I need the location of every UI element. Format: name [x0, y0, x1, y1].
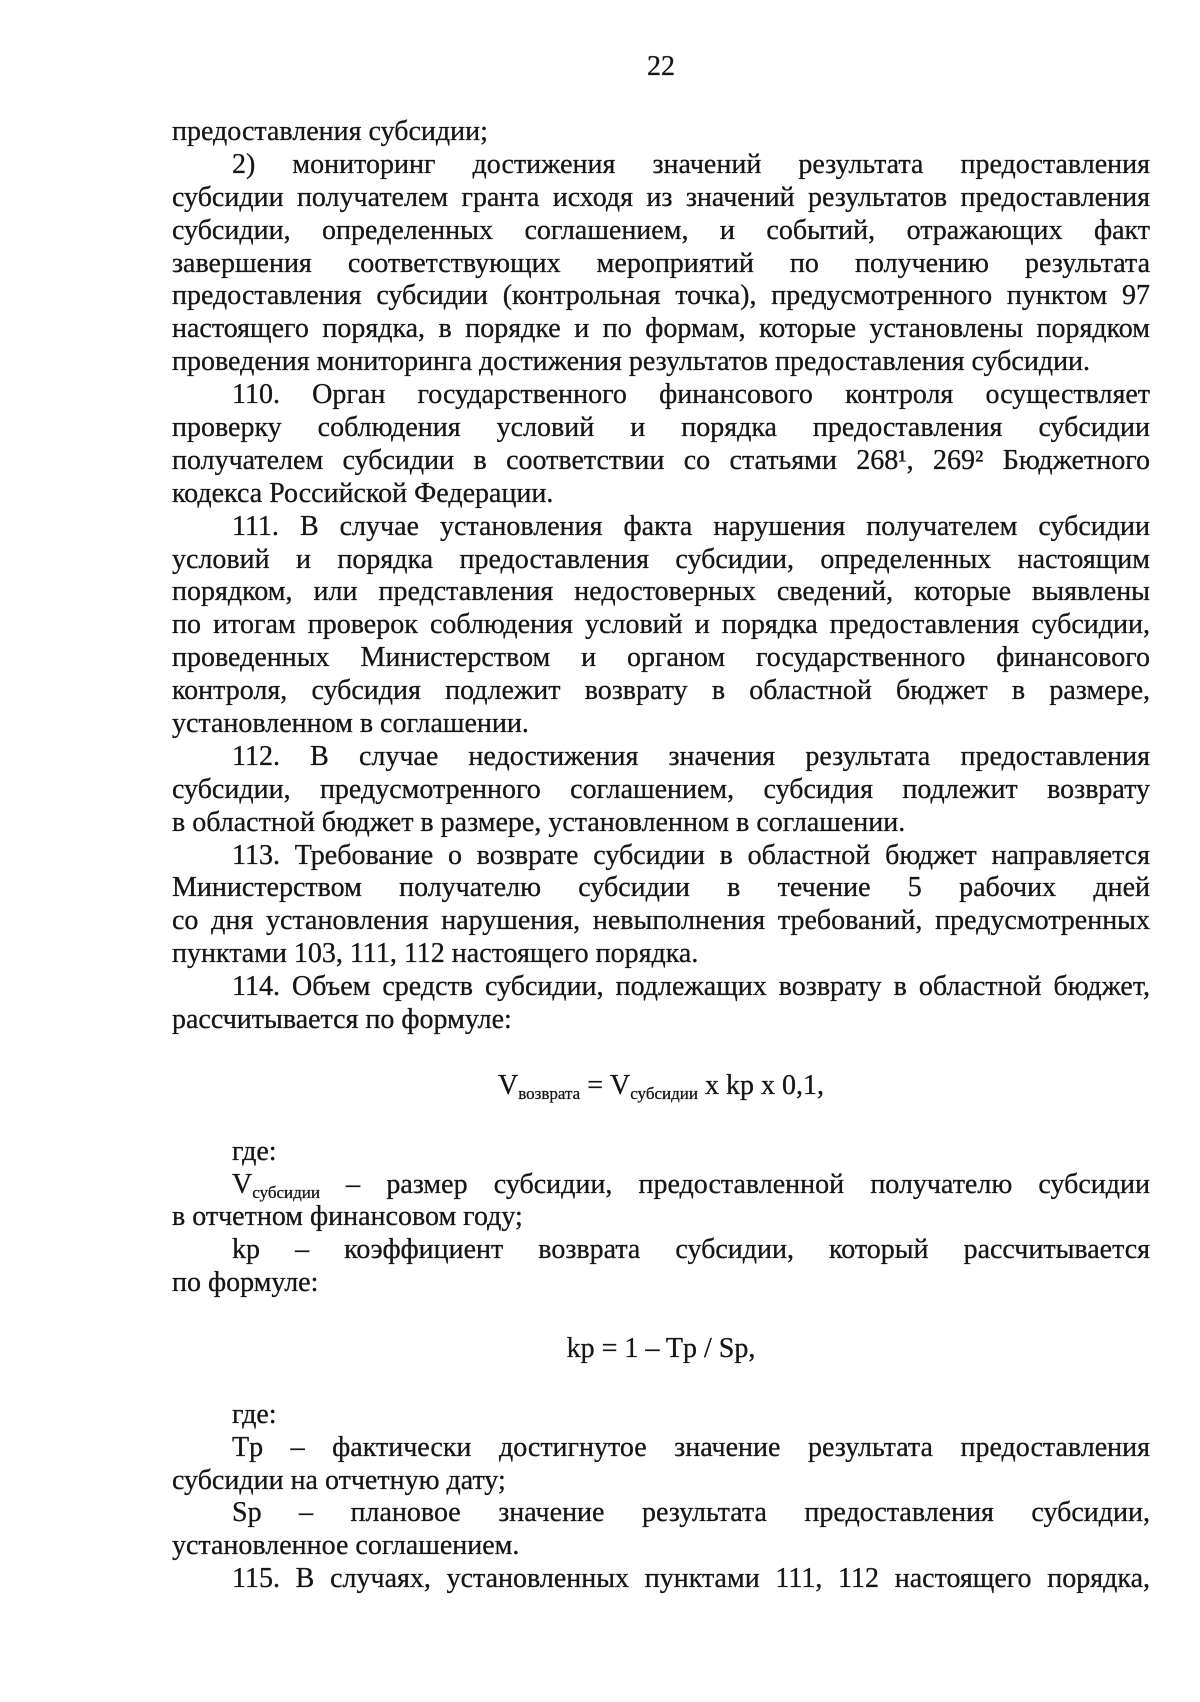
formula-symbol: = V: [580, 1069, 631, 1101]
formula-return-volume: [172, 1070, 1150, 1103]
document-body: [172, 116, 1150, 1596]
definition-symbol: V: [232, 1168, 253, 1200]
formula-symbol: V: [498, 1069, 519, 1101]
item-2-line: проведения мониторинга достижения результатов предоставления субсидии.: [172, 346, 1091, 378]
definition-sp-line: Sp – плановое значение результата предоставления субсидии,: [232, 1497, 1150, 1529]
paragraph-111-line: порядком, или представления недостоверных сведений, которые выявлены: [172, 576, 1150, 608]
definition-kp-line: по формуле:: [172, 1267, 319, 1299]
definition-tp-line: субсидии на отчетную дату;: [172, 1464, 506, 1496]
where-label: где:: [232, 1135, 277, 1167]
paragraph-114-line: 114. Объем средств субсидии, подлежащих возврату в областной бюджет,: [232, 971, 1150, 1003]
formula-subscript: возврата: [518, 1083, 581, 1103]
paragraph-113-line: пунктами 103, 111, 112 настоящего порядка.: [172, 938, 699, 970]
page-number: 22: [647, 51, 675, 82]
formula-return-coefficient: kp = 1 – Tp / Sp,: [566, 1332, 756, 1364]
formula-tail: x kp x 0,1,: [697, 1069, 824, 1101]
definition-subscript: субсидии: [252, 1182, 320, 1202]
paragraph-111-line: по итогам проверок соблюдения условий и порядка предоставления субсидии,: [172, 609, 1150, 641]
item-2-line: 2) мониторинг достижения значений результата предоставления: [232, 148, 1150, 180]
definition-text: – размер субсидии, предоставленной получателю субсидии: [319, 1168, 1150, 1200]
definition-v-line: в отчетном финансовом году;: [172, 1201, 523, 1233]
formula-subscript: субсидии: [630, 1083, 698, 1103]
where-label: где:: [232, 1398, 277, 1430]
paragraph-110-line: 110. Орган государственного финансового контроля осуществляет: [232, 379, 1150, 411]
paragraph-111-line: проведенных Министерством и органом государственного финансового: [172, 642, 1150, 674]
paragraph-112-line: субсидии, предусмотренного соглашением, субсидия подлежит возврату: [172, 773, 1150, 805]
paragraph-111-line: 111. В случае установления факта нарушения получателем субсидии: [232, 510, 1150, 542]
paragraph-112-line: в областной бюджет в размере, установленном в соглашении.: [172, 806, 906, 838]
blank-line: [172, 1366, 1150, 1399]
paragraph-110-line: кодекса Российской Федерации.: [172, 477, 554, 509]
paragraph-111-line: установленном в соглашении.: [172, 708, 529, 740]
item-2-line: субсидии получателем гранта исходя из значений результатов предоставления: [172, 181, 1150, 213]
paragraph-111-line: контроля, субсидия подлежит возврату в областной бюджет в размере,: [172, 675, 1150, 707]
paragraph-115-line: 115. В случаях, установленных пунктами 111, 112 настоящего порядка,: [232, 1563, 1150, 1595]
definition-kp-line: kp – коэффициент возврата субсидии, который рассчитывается: [232, 1234, 1150, 1266]
item-2-line: завершения соответствующих мероприятий по получению результата: [172, 247, 1150, 279]
item-2-line: предоставления субсидии (контрольная точка), предусмотренного пунктом 97: [172, 280, 1150, 312]
blank-line: [172, 1103, 1150, 1136]
blank-line: [172, 1037, 1150, 1070]
definition-v-line: [172, 1169, 1150, 1202]
continuation-line: предоставления субсидии;: [172, 116, 488, 147]
paragraph-113-line: Министерством получателю субсидии в течение 5 рабочих дней: [172, 872, 1150, 904]
blank-line: [172, 1300, 1150, 1333]
definition-sp-line: установленное соглашением.: [172, 1530, 520, 1562]
item-2-line: субсидии, определенных соглашением, и событий, отражающих факт: [172, 214, 1150, 246]
paragraph-110-line: проверку соблюдения условий и порядка предоставления субсидии: [172, 412, 1150, 444]
paragraph-110-line: получателем субсидии в соответствии со статьями 268¹, 269² Бюджетного: [172, 444, 1150, 476]
definition-tp-line: Tp – фактически достигнутое значение результата предоставления: [232, 1431, 1150, 1463]
paragraph-113-line: 113. Требование о возврате субсидии в областной бюджет направляется: [232, 839, 1150, 871]
paragraph-114-line: рассчитывается по формуле:: [172, 1004, 512, 1036]
paragraph-113-line: со дня установления нарушения, невыполнения требований, предусмотренных: [172, 905, 1150, 937]
item-2-line: настоящего порядка, в порядке и по формам, которые установлены порядком: [172, 313, 1150, 345]
paragraph-111-line: условий и порядка предоставления субсидии, определенных настоящим: [172, 543, 1150, 575]
paragraph-112-line: 112. В случае недостижения значения результата предоставления: [232, 740, 1150, 772]
